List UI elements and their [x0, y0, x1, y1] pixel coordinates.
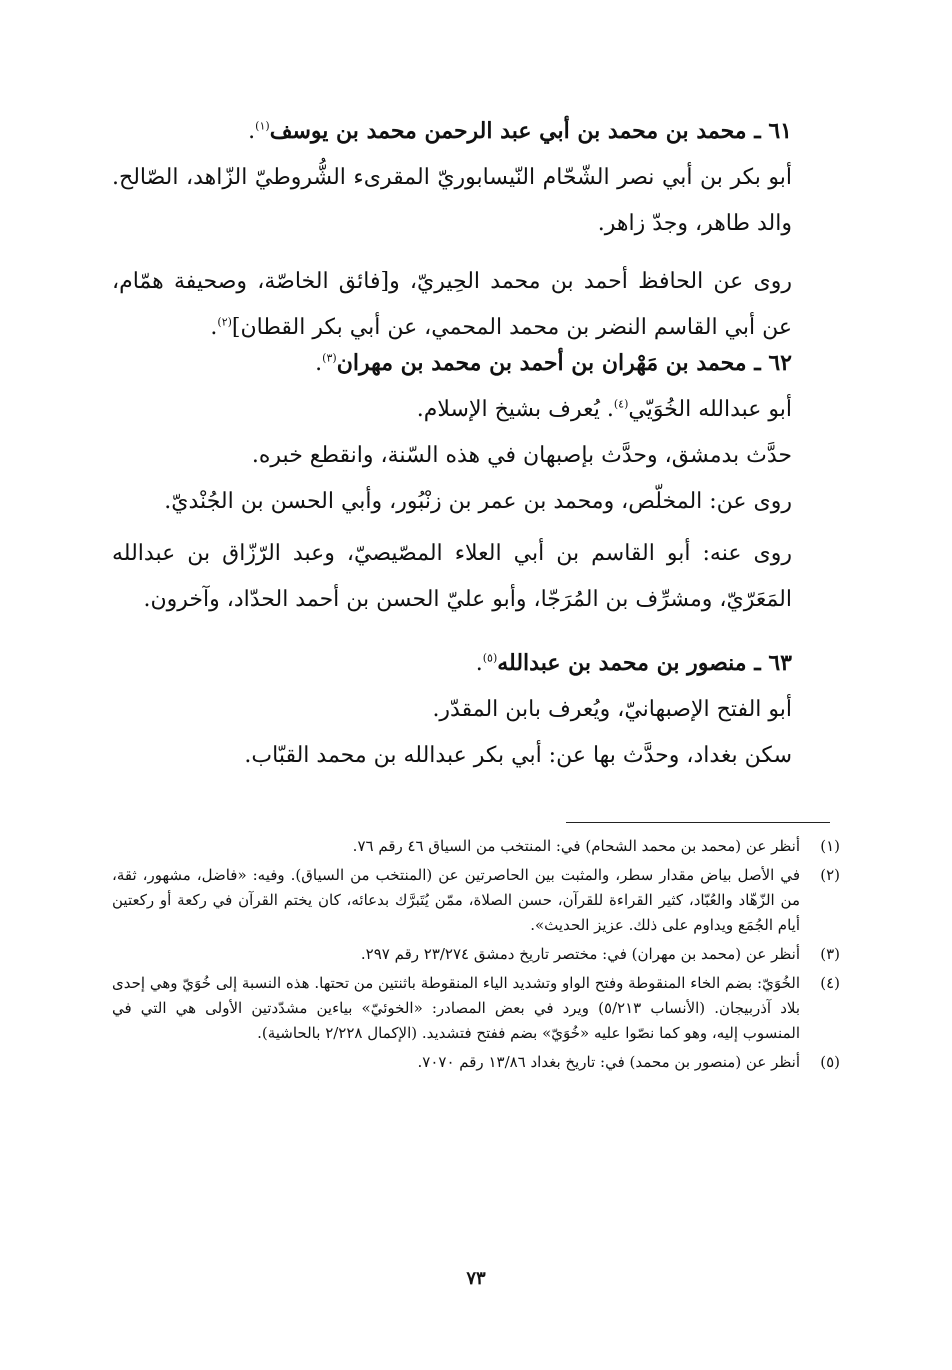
footnote-text: في الأصل بياض مقدار سطر، والمثبت بين الحاصرتين عن (المنتخب من السياق). وفيه: «فاضل، مشهور، ثقة، من الزّهّاد والعُبّاد، كثير القراءة للقرآن، حسن الصلاة، ممّن يُتَبرَّك بدعائه، كان يختم القرآن في ركعة أو ركعتين أيام الجُمَع ويداوم على ذلك. عزيز الحديث».: [112, 866, 800, 934]
punct: .: [248, 119, 256, 144]
entry-61: [112, 108, 840, 351]
footnote-text: أنظر عن (منصور بن محمد) في: تاريخ بغداد ١٣/٨٦ رقم ٧٠٧٠.: [417, 1053, 800, 1071]
punct: .: [315, 351, 323, 376]
footnote-number: (٢): [820, 866, 840, 884]
entry-62-kunya: [112, 387, 840, 433]
footnote: [112, 1050, 840, 1075]
page-number: ٧٣: [466, 1268, 486, 1289]
entry-63: [112, 640, 840, 779]
footnotes: [112, 834, 840, 1079]
entry-63-title: ٦٣ ـ منصور بن محمد بن عبدالله: [497, 650, 792, 676]
footnote-ref[interactable]: (٥): [482, 651, 498, 665]
punct: .: [210, 315, 218, 340]
entry-62-narrated-by: روى عنه: أبو القاسم بن أبي العلاء المصّيصيّ، وعبد الرّزّاق بن عبدالله المَعَرّيّ، ومشرِّف بن المُرَجّا، وأبو عليّ الحسن بن أحمد الحدّاد، وآخرون.: [112, 541, 792, 612]
footnote-number: (١): [820, 837, 840, 855]
footnote-ref[interactable]: (٤): [613, 397, 629, 411]
entry-61-paragraph: أبو بكر بن أبي نصر الشّحّام النّيسابوريّ المقرىء الشُّروطيّ الزّاهد، الصّالح. والد طاهر، وجدّ زاهر.: [112, 165, 792, 236]
footnote: [112, 942, 840, 967]
kunya-text: أبو عبدالله الخُوَيّي: [628, 397, 792, 422]
footnote-text: الخُوَيّ: بضم الخاء المنقوطة وفتح الواو وتشديد الياء المنقوطة باثنتين من تحتها. هذه النسبة إلى خُوَيّ وهي إحدى بلاد آذربيجان. (الأنساب ٥/٢١٣) ويرد في بعض المصادر: «الخوئيّ» بياءين مشدّدتين الأولى هي التي في المنسوب إليه، وهو كما نصّوا عليه «خُوَيّ» بضم ففتح فتشديد. (الإكمال ٢/٢٢٨ بالحاشية).: [112, 974, 800, 1042]
spacer: [112, 247, 840, 259]
entry-title: [112, 640, 840, 687]
entry-63-kunya: أبو الفتح الإصبهانيّ، ويُعرف بابن المقدّر.: [432, 697, 792, 722]
footnote-ref[interactable]: (٣): [322, 351, 337, 365]
footnote-ref[interactable]: (١): [255, 119, 270, 133]
kunya-rest: . يُعرف بشيخ الإسلام.: [416, 397, 614, 422]
narration-text: روى عن الحافظ أحمد بن محمد الحِيريّ، و[فائق الخاصّة، وصحيفة همّام، عن أبي القاسم النضر بن محمد المحمي، عن أبي بكر القطان]: [112, 269, 792, 340]
punct: .: [475, 651, 483, 676]
footnote: [112, 863, 840, 938]
footnote-ref[interactable]: (٢): [217, 315, 232, 329]
footnote-text: أنظر عن (محمد بن محمد الشحام) في: المنتخب من السياق ٤٦ رقم ٧٦.: [352, 837, 800, 855]
entry-61-narration: [112, 259, 840, 351]
entry-62-narrated-from: روى عن: المخلّص، ومحمد بن عمر بن زنْبُور، وأبي الحسن بن الجُنْديّ.: [164, 489, 792, 514]
entry-62: [112, 340, 840, 623]
entry-61-title: ٦١ ـ محمد بن محمد بن أبي عبد الرحمن محمد بن يوسف: [269, 118, 792, 144]
entry-title: [112, 340, 840, 387]
footnote-number: (٣): [820, 945, 840, 963]
entry-62-paragraph: حدَّث بدمشق، وحدَّث بإصبهان في هذه السّنة، وانقطع خبره.: [251, 443, 792, 468]
footnote: [112, 971, 840, 1046]
footnote-separator: [566, 822, 830, 823]
footnote-number: (٤): [820, 974, 840, 992]
footnote: [112, 834, 840, 859]
footnote-text: أنظر عن (محمد بن مهران) في: مختصر تاريخ دمشق ٢٣/٢٧٤ رقم ٢٩٧.: [360, 945, 800, 963]
entry-63-paragraph: سكن بغداد، وحدَّث بها عن: أبي بكر عبدالله بن محمد القبّاب.: [244, 743, 792, 768]
footnote-number: (٥): [820, 1053, 840, 1071]
entry-62-title: ٦٢ ـ محمد بن مَهْران بن أحمد بن محمد بن مهران: [336, 350, 792, 376]
entry-title: [112, 108, 840, 155]
